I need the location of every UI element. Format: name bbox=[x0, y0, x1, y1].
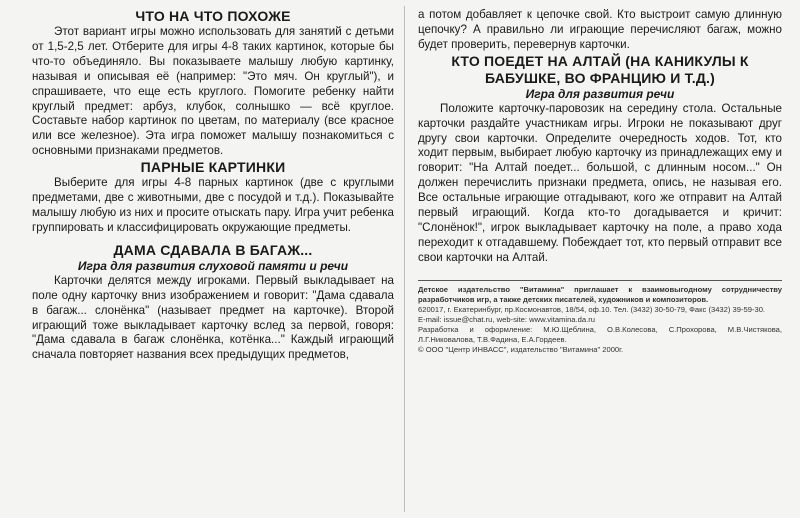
continued-text: а потом добавляет к цепочке свой. Кто выстроит самую длинную цепочку? А правильно ли играющие перечисляют багаж, можно будет проверить, перевернув карточки. bbox=[418, 8, 782, 51]
section-body-lady-luggage: Карточки делятся между игроками. Первый выкладывает на поле одну карточку вниз изображением и говорит: "Дама сдавала в багаж... слонёнка" (называет предмет на карточке). Второй играющий тоже выкладывает карточку вслед за первой, говоря: "Дама сдавала в багаж слонёнка, котёнка..." Каждый играющий сначала повторяет названия всех предыдущих предметов, bbox=[32, 273, 394, 362]
credits-copyright: © ООО "Центр ИНВАСС", издательство "Витамина" 2000г. bbox=[418, 344, 624, 354]
credits-address: 620017, г. Екатеринбург, пр.Космонавтов, 18/54, оф.10. Тел. (3432) 30-50-79, Факс (3432) 39-59-30. bbox=[418, 304, 766, 314]
section-title-what-looks-like: ЧТО НА ЧТО ПОХОЖЕ bbox=[135, 8, 291, 24]
credits-invitation: Детское издательство "Витамина" приглашает к взаимовыгодному сотрудничеству разработчиков игр, а также детских писателей, художников и композиторов. bbox=[418, 284, 782, 304]
column-divider bbox=[404, 6, 405, 512]
section-title-lady-luggage: ДАМА СДАВАЛА В БАГАЖ... bbox=[113, 241, 313, 258]
section-title-pair-pictures: ПАРНЫЕ КАРТИНКИ bbox=[140, 159, 286, 176]
section-body-what-looks-like: Этот вариант игры можно использовать для занятий с детьми от 1,5-2,5 лет. Отберите для игры 4-8 таких картинок, которые бы что-то объединяло. Вы показываете малышу любую картинку, называя и описывая её (например: "Это мяч. Он круглый"), и спрашиваете, что еще есть круглого. Помогите ребенку найти круглый предмет: арбуз, клубок, солнышко — всё круглое. Составьте набор картинок по цветам, по материалу (все красное или все железное). Эта игра поможет малышу познакомиться с основными признаками предметов. bbox=[32, 25, 394, 158]
credits-authors: Разработка и оформление: М.Ю.Щеблина, О.В.Колесова, С.Прохорова, М.В.Чистякова, Л.Г.Никовалова, Т.В.Фадина, Е.А.Гордеев. bbox=[418, 324, 782, 344]
right-column bbox=[418, 8, 782, 355]
section-subtitle-lady-luggage: Игра для развития слуховой памяти и речи bbox=[77, 258, 349, 273]
section-body-pair-pictures: Выберите для игры 4-8 парных картинок (две с круглыми предметами, две с животными, две с посудой и т.д.). Показывайте малышу любую из них и просите отыскать пару. Игра учит ребенка группировать и классифицировать окружающие предметы. bbox=[32, 176, 394, 234]
section-body-altai: Положите карточку-паровозик на середину стола. Остальные карточки раздайте участникам игры. Игроки не показывают друг другу свои карточки. Определите очередность ходов. Тот, кто ходит первым, выбирает любую карточку из принадлежащих ему и говорит: "На Алтай поедет... большой, с длинным носом..." Он должен перечислить признаки предмета, опись, не называя его. Все остальные играющие отгадывают, кого же отправит на Алтай первый играющий. Когда кто-то догадывается и кричит: "Слонёнок!", игрок выкладывает карточку на поле, а право хода переходит к отгадавшему. Побеждает тот, кто первый отправит все свои карточки на Алтай. bbox=[418, 101, 782, 264]
section-subtitle-altai: Игра для развития речи bbox=[525, 86, 675, 101]
section-title-altai: КТО ПОЕДЕТ НА АЛТАЙ (НА КАНИКУЛЫ К БАБУШКЕ, ВО ФРАНЦИЮ И Т.Д.) bbox=[451, 52, 749, 86]
left-column bbox=[32, 8, 394, 363]
credits-contacts: E-mail: issue@chat.ru, web-site: www.vitamina.da.ru bbox=[418, 314, 595, 324]
publisher-credits bbox=[418, 280, 782, 355]
